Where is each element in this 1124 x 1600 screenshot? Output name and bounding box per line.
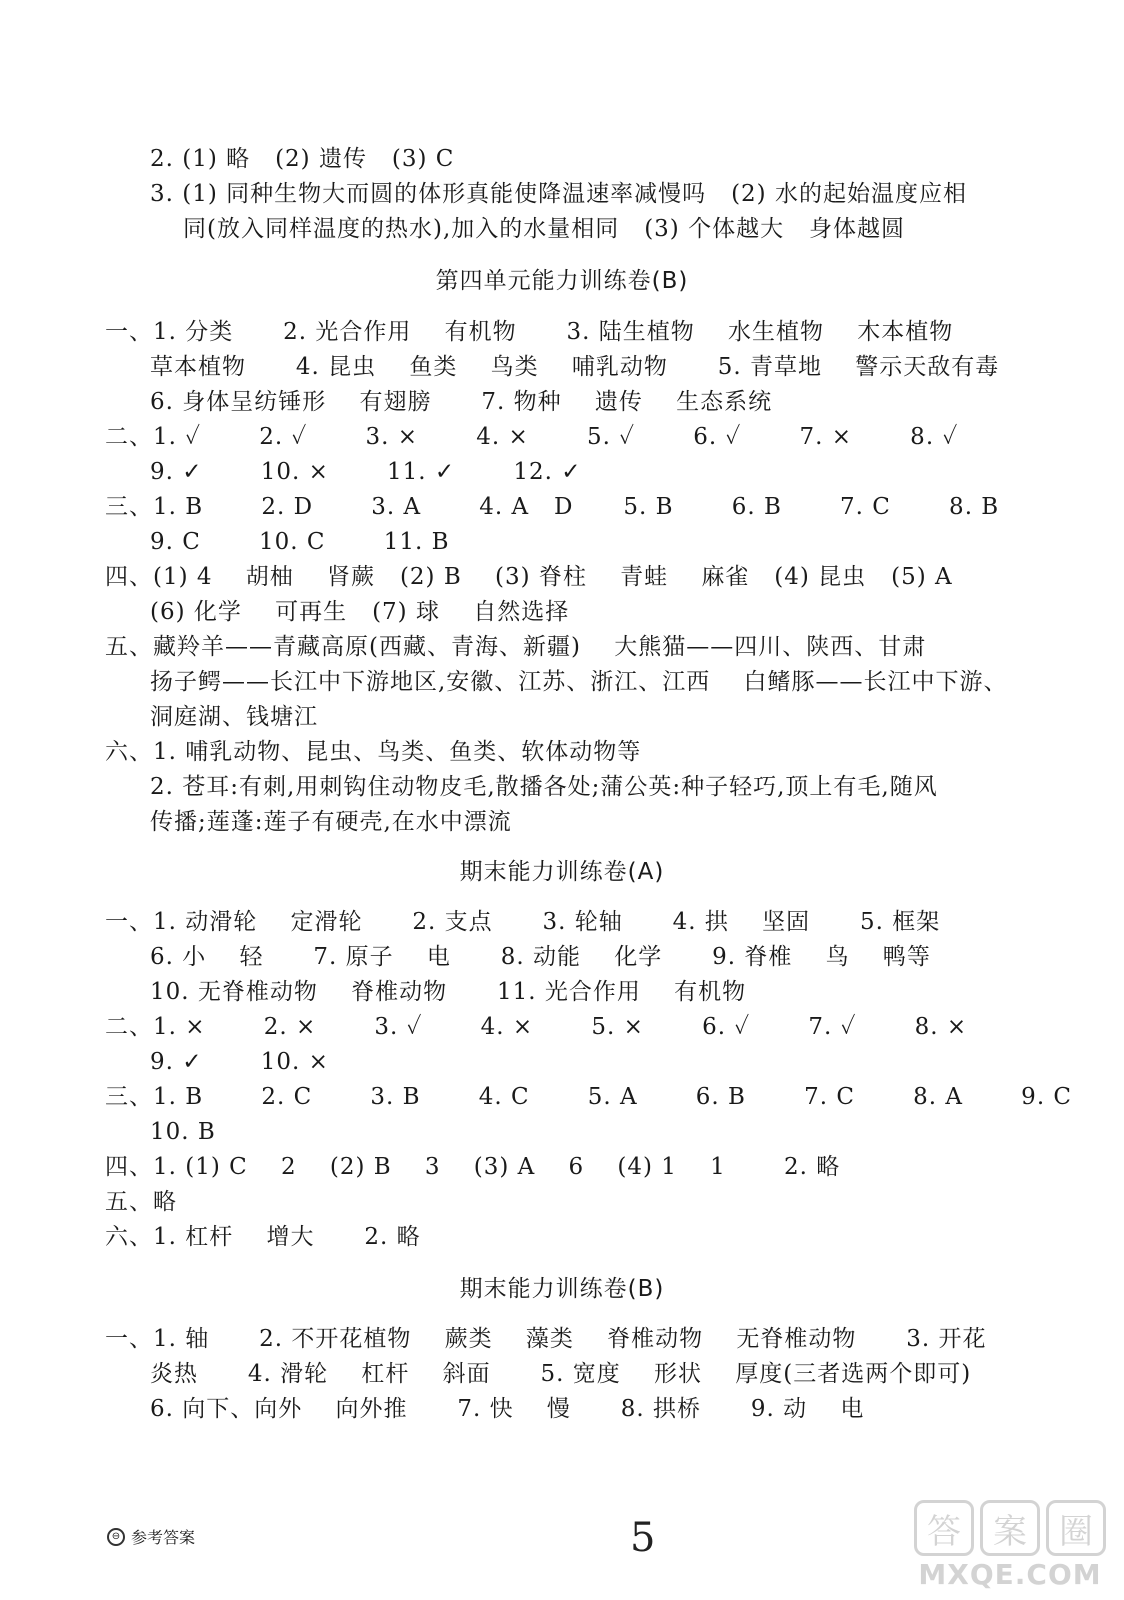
answer-line: 6. 身体呈纺锤形 有翅膀 7. 物种 遗传 生态系统 [150, 389, 773, 415]
watermark-url: MXQE.COM [918, 1558, 1102, 1591]
answer-line: 6. 向下、向外 向外推 7. 快 慢 8. 拱桥 9. 动 电 [150, 1396, 865, 1422]
answer-line: 炎热 4. 滑轮 杠杆 斜面 5. 宽度 形状 厚度(三者选两个即可) [150, 1361, 972, 1387]
watermark-char: 案 [980, 1500, 1040, 1556]
section-heading-final-a: 期末能力训练卷(A) [459, 859, 665, 885]
section-heading-unit4-b: 第四单元能力训练卷(B) [435, 268, 689, 294]
watermark-char: 圈 [1046, 1500, 1106, 1556]
answer-line: 10. 无脊椎动物 脊椎动物 11. 光合作用 有机物 [150, 979, 747, 1005]
answer-line: 9. ✓ 10. × [150, 1049, 329, 1075]
answer-line: 传播;莲蓬:莲子有硬壳,在水中漂流 [150, 809, 512, 835]
answer-line: 五、略 [105, 1189, 177, 1215]
handwritten-page-mark: 5 [630, 1515, 656, 1561]
answer-line: 扬子鳄——长江中下游地区,安徽、江苏、浙江、江西 白鳍豚——长江中下游、 [150, 669, 1008, 695]
answer-line: 四、1. (1) C 2 (2) B 3 (3) A 6 (4) 1 1 2. 略 [105, 1154, 841, 1180]
answer-line: 二、1. × 2. × 3. ✓ 4. × 5. × 6. ✓ 7. ✓ 8. × [105, 1014, 968, 1040]
answer-line: 一、1. 分类 2. 光合作用 有机物 3. 陆生植物 水生植物 木本植物 [105, 319, 954, 345]
circle-icon: ⊖ [107, 1528, 125, 1546]
answer-line: 三、1. B 2. C 3. B 4. C 5. A 6. B 7. C 8. A 9. C [105, 1084, 1073, 1110]
answer-line: 3. (1) 同种生物大而圆的体形真能使降温速率减慢吗 (2) 水的起始温度应相 [150, 181, 967, 207]
answer-line: 三、1. B 2. D 3. A 4. A D 5. B 6. B 7. C 8. B [105, 494, 1000, 520]
answer-line: 洞庭湖、钱塘江 [150, 704, 318, 730]
answer-line: 四、(1) 4 胡柚 肾蕨 (2) B (3) 脊柱 青蛙 麻雀 (4) 昆虫 (5) A [105, 564, 953, 590]
answer-line: 9. ✓ 10. × 11. ✓ 12. ✓ [150, 459, 582, 485]
answer-line: 6. 小 轻 7. 原子 电 8. 动能 化学 9. 脊椎 鸟 鸭等 [150, 944, 931, 970]
answer-line: 六、1. 杠杆 增大 2. 略 [105, 1224, 421, 1250]
answer-line: 二、1. ✓ 2. ✓ 3. × 4. × 5. ✓ 6. ✓ 7. × 8. ✓ [105, 424, 959, 450]
answer-line: 2. 苍耳:有刺,用刺钩住动物皮毛,散播各处;蒲公英:种子轻巧,顶上有毛,随风 [150, 774, 938, 800]
answer-line: 同(放入同样温度的热水),加入的水量相同 (3) 个体越大 身体越圆 [183, 216, 906, 242]
answer-line: 一、1. 轴 2. 不开花植物 蕨类 藻类 脊椎动物 无脊椎动物 3. 开花 [105, 1326, 987, 1352]
answer-line: 10. B [150, 1119, 216, 1145]
answer-line: 五、藏羚羊——青藏高原(西藏、青海、新疆) 大熊猫——四川、陕西、甘肃 [105, 634, 927, 660]
answer-line: 六、1. 哺乳动物、昆虫、鸟类、鱼类、软体动物等 [105, 739, 642, 765]
watermark-logo [905, 1500, 1115, 1594]
footer [107, 1525, 195, 1548]
watermark-char: 答 [914, 1500, 974, 1556]
answer-line: 2. (1) 略 (2) 遗传 (3) C [150, 146, 455, 172]
answer-line: (6) 化学 可再生 (7) 球 自然选择 [150, 599, 570, 625]
footer-label: 参考答案 [131, 1528, 196, 1547]
answer-line: 一、1. 动滑轮 定滑轮 2. 支点 3. 轮轴 4. 拱 坚固 5. 框架 [105, 909, 941, 935]
section-heading-final-b: 期末能力训练卷(B) [459, 1276, 665, 1302]
answer-line: 草本植物 4. 昆虫 鱼类 鸟类 哺乳动物 5. 青草地 警示天敌有毒 [150, 354, 1000, 380]
answer-line: 9. C 10. C 11. B [150, 529, 450, 555]
